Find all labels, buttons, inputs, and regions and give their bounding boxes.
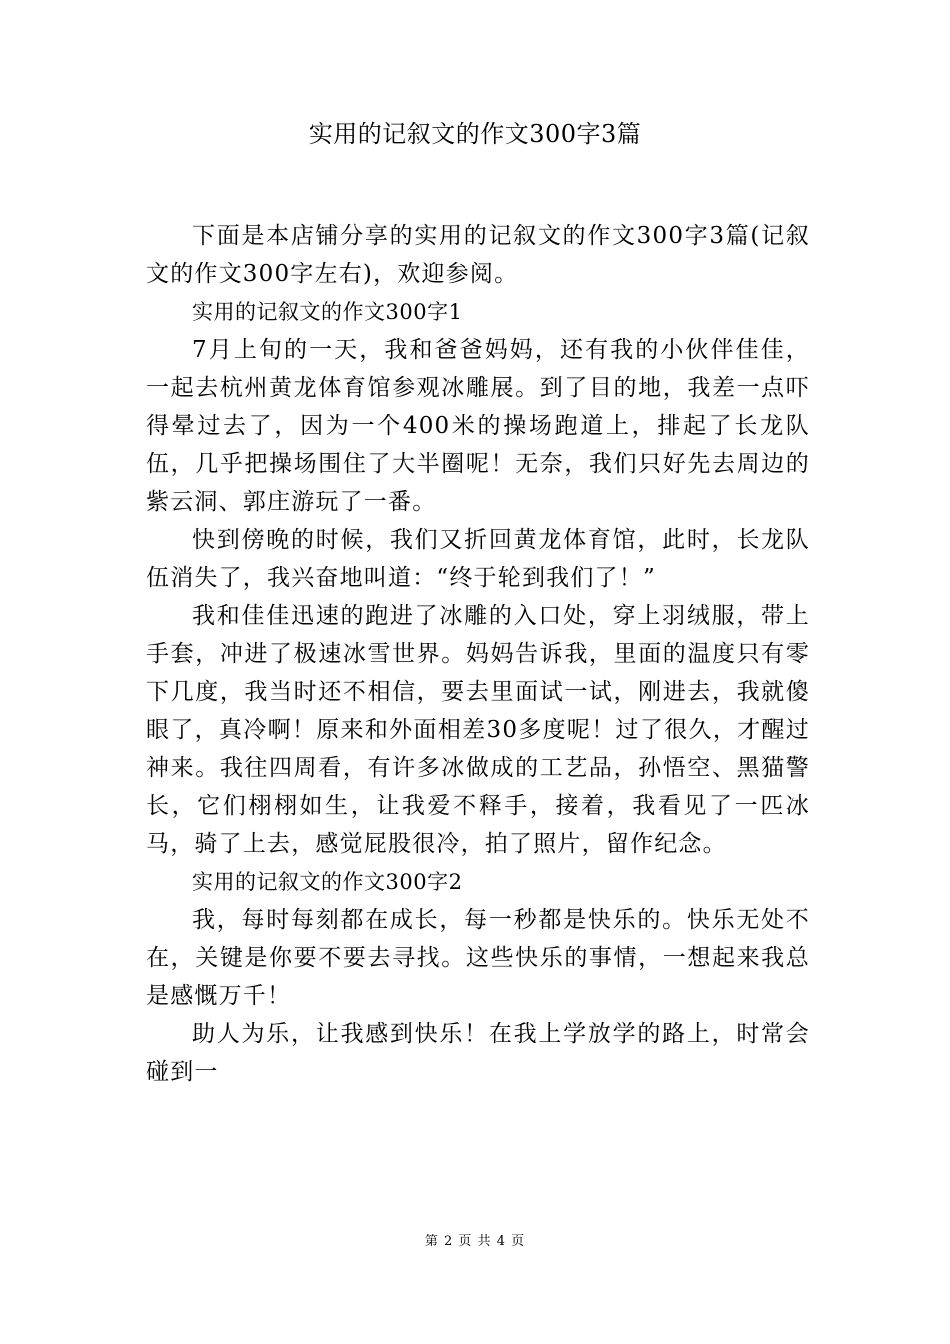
section-heading-2: 实用的记叙文的作文300字2	[192, 870, 463, 894]
essay2-paragraph-1: 我，每时每刻都在成长，每一秒都是快乐的。快乐无处不在，关键是你要不要去寻找。这些快乐的事情，一想起来我总是感慨万千！	[146, 907, 810, 1009]
section-heading-1: 实用的记叙文的作文300字1	[192, 300, 463, 324]
essay2-paragraph-2: 助人为乐，让我感到快乐！在我上学放学的路上，时常会碰到一	[146, 1021, 810, 1085]
page-number-footer: 第 2 页 共 4 页	[424, 1234, 526, 1249]
document-title: 实用的记叙文的作文300字3篇	[308, 120, 642, 148]
essay1-paragraph-1: 7月上旬的一天，我和爸爸妈妈，还有我的小伙伴佳佳，一起去杭州黄龙体育馆参观冰雕展。到了目的地，我差一点吓得晕过去了，因为一个400米的操场跑道上，排起了长龙队伍，几乎把操场围住了大半圈呢！无奈，我们只好先去周边的紫云洞、郭庄游玩了一番。	[146, 337, 810, 515]
document-body	[146, 217, 810, 1091]
essay1-paragraph-2: 快到傍晚的时候，我们又折回黄龙体育馆，此时，长龙队伍消失了，我兴奋地叫道：“终于轮到我们了！”	[146, 527, 810, 591]
essay1-paragraph-3: 我和佳佳迅速的跑进了冰雕的入口处，穿上羽绒服，带上手套，冲进了极速冰雪世界。妈妈告诉我，里面的温度只有零下几度，我当时还不相信，要去里面试一试，刚进去，我就傻眼了，真冷啊！原来和外面相差30多度呢！过了很久，才醒过神来。我往四周看，有许多冰做成的工艺品，孙悟空、黑猫警长，它们栩栩如生，让我爱不释手，接着，我看见了一匹冰马，骑了上去，感觉屁股很冷，拍了照片，留作纪念。	[146, 603, 810, 857]
intro-paragraph: 下面是本店铺分享的实用的记叙文的作文300字3篇(记叙文的作文300字左右)，欢迎参阅。	[146, 223, 810, 287]
